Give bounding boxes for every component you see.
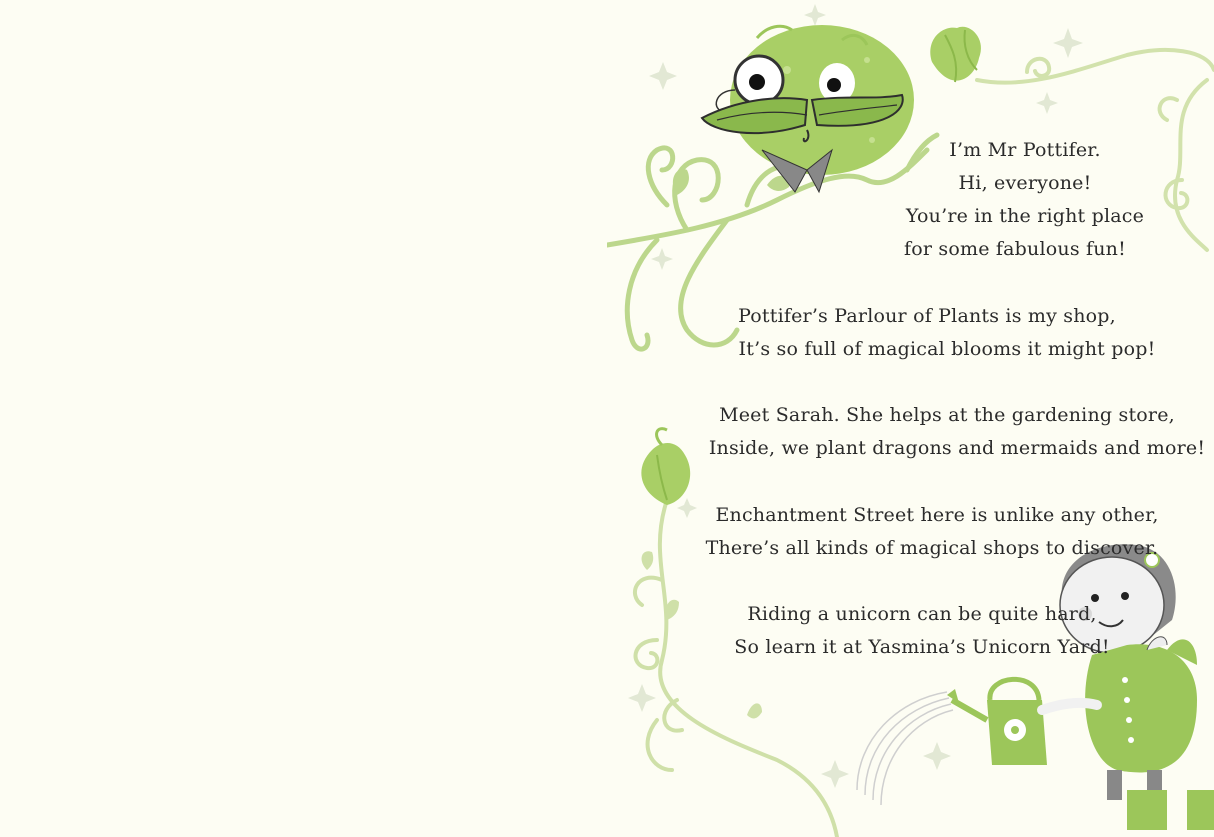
poem-line: Riding a unicorn can be quite hard, <box>747 603 1097 625</box>
poem-line: There’s all kinds of magical shops to discover. <box>705 537 1159 559</box>
poem-line: Pottifer’s Parlour of Plants is my shop, <box>738 305 1116 327</box>
poem-line: So learn it at Yasmina’s Unicorn Yard! <box>734 636 1110 658</box>
poem-text <box>607 0 1214 837</box>
poem-line: Meet Sarah. She helps at the gardening store, <box>719 404 1175 426</box>
poem-line: I’m Mr Pottifer. <box>949 139 1101 161</box>
right-page <box>607 0 1214 837</box>
poem-line: You’re in the right place <box>905 205 1145 227</box>
poem-line: for some fabulous fun! <box>904 238 1126 260</box>
poem-line: Hi, everyone! <box>958 172 1092 194</box>
poem-line: Inside, we plant dragons and mermaids and more! <box>708 437 1206 459</box>
poem-line: Enchantment Street here is unlike any other, <box>715 504 1159 526</box>
poem-line: It’s so full of magical blooms it might pop! <box>738 338 1156 360</box>
